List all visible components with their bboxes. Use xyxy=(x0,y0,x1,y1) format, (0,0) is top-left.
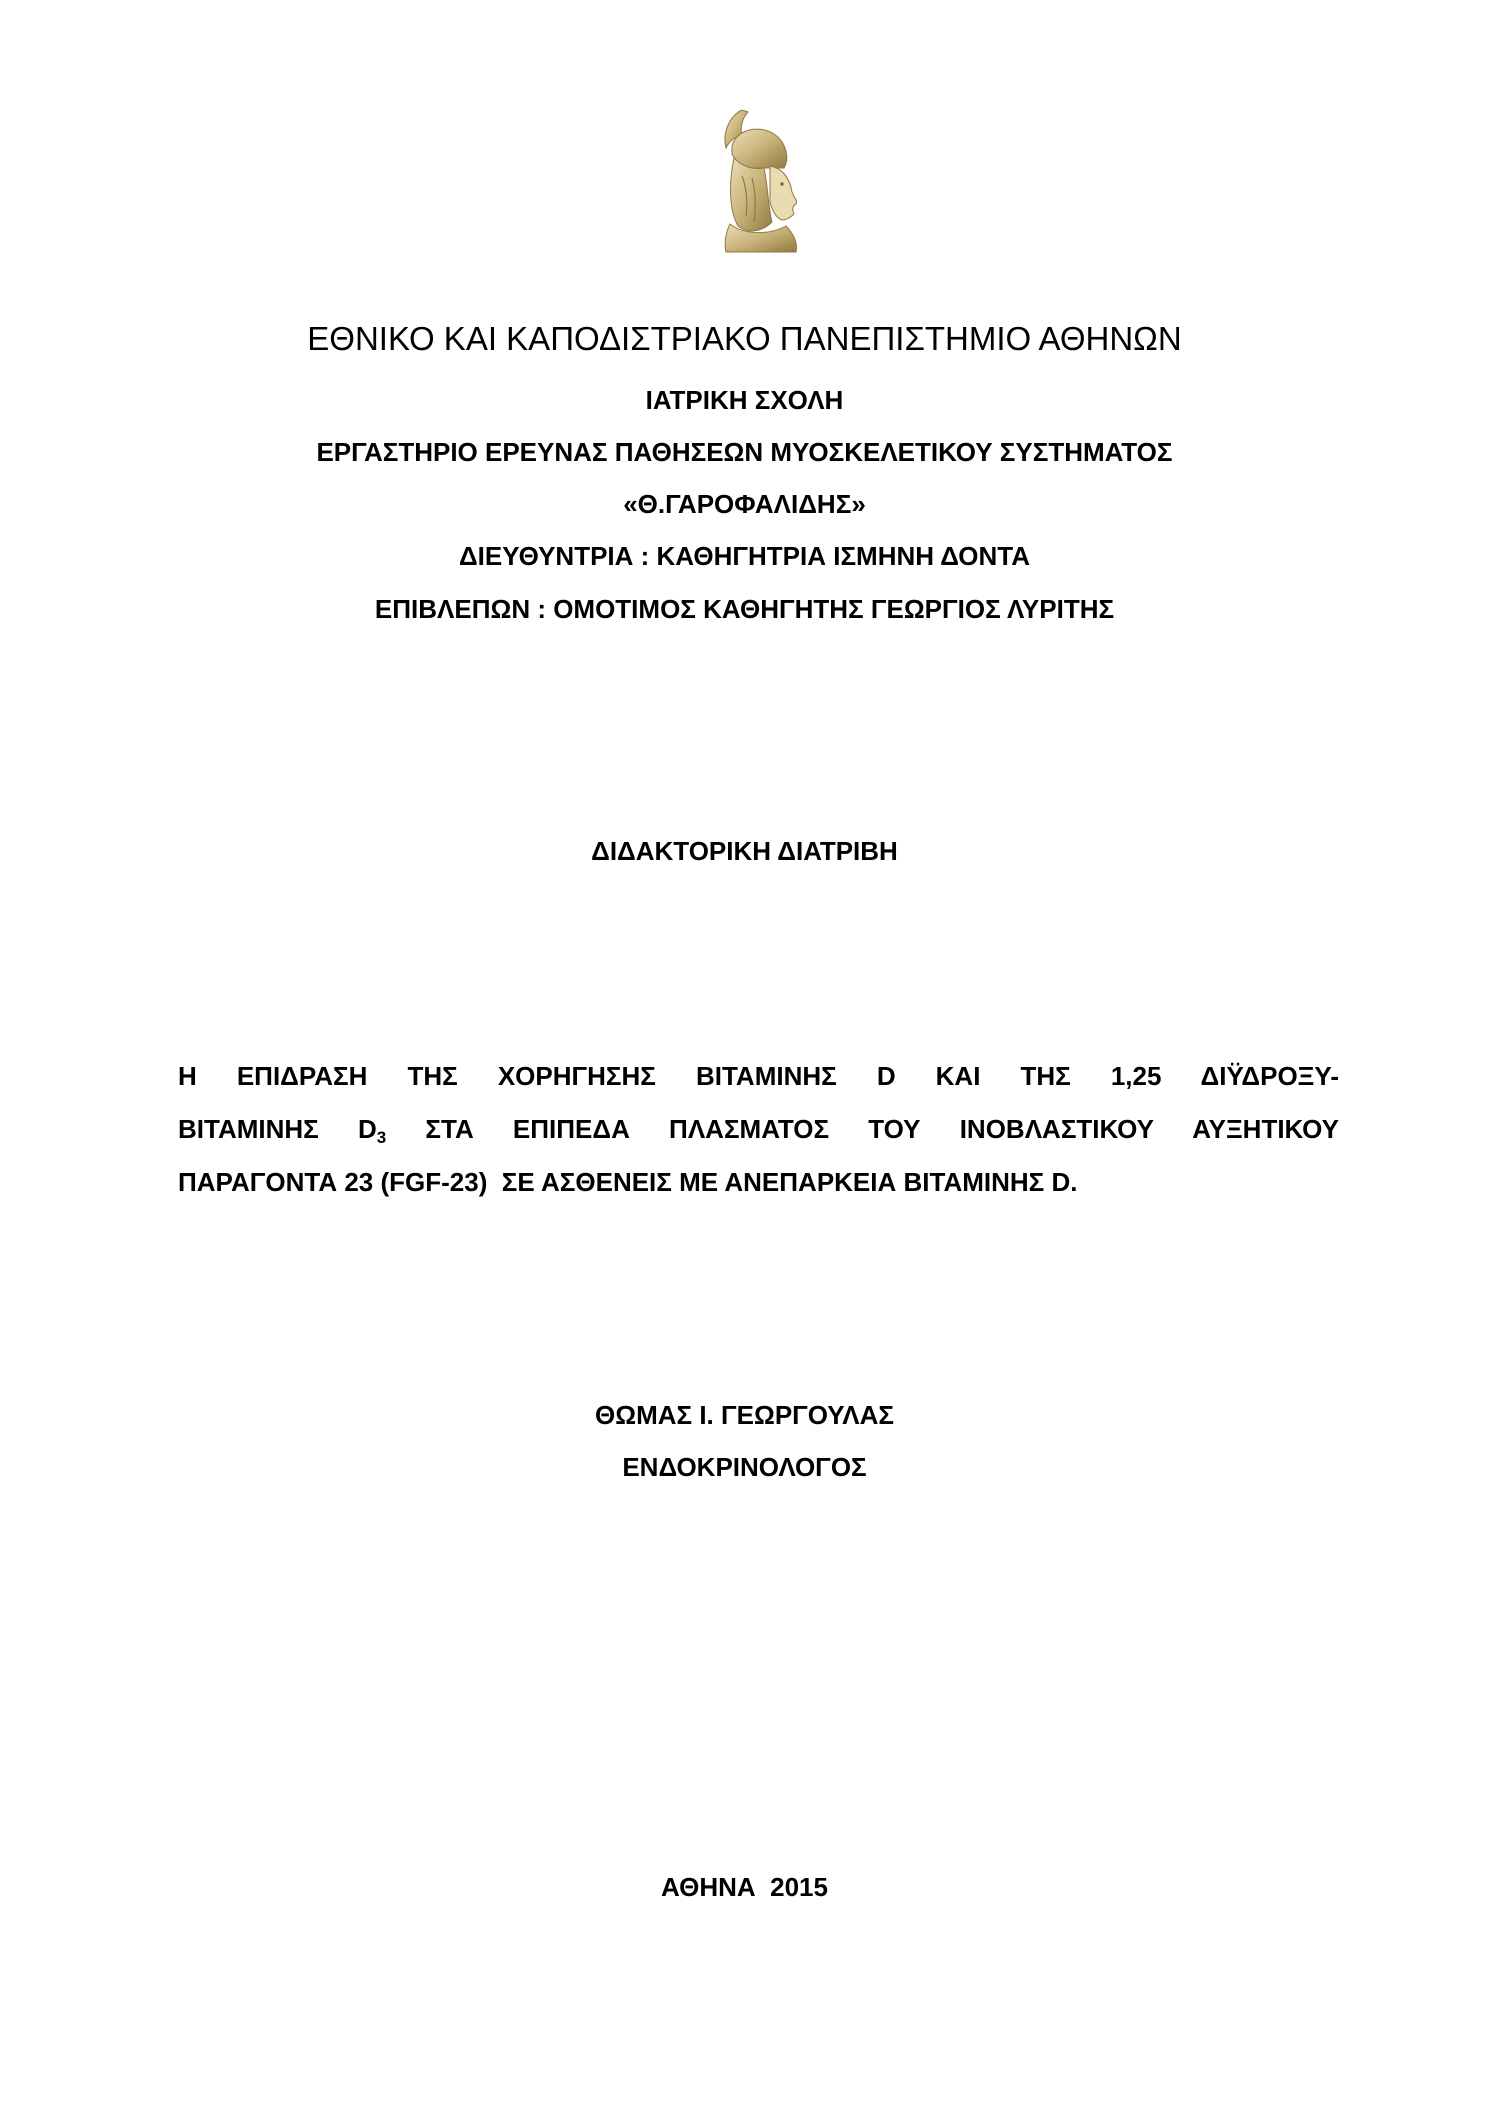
title-word: ΠΛΑΣΜΑΤΟΣ xyxy=(669,1114,830,1144)
title-word-vitamin-d3 xyxy=(178,1114,387,1147)
title-word: ΤΗΣ xyxy=(407,1061,458,1091)
university-seal-athena-logo xyxy=(712,106,808,254)
title-word: 1,25 xyxy=(1110,1061,1162,1091)
supervisor-line: ΕΠΙΒΛΕΠΩΝ : ΟΜΟΤΙΜΟΣ ΚΑΘΗΓΗΤΗΣ ΓΕΩΡΓΙΟΣ ΛΥΡΙΤΗΣ xyxy=(374,594,1115,624)
athena-head-icon xyxy=(712,106,808,254)
title-line-3: ΠΑΡΑΓΟΝΤΑ 23 (FGF-23) ΣΕ ΑΣΘΕΝΕΙΣ ΜΕ ΑΝΕΠΑΡΚΕΙΑ ΒΙΤΑΜΙΝΗΣ D. xyxy=(178,1167,1078,1197)
title-word: ΣΤΑ xyxy=(425,1114,474,1144)
thesis-title xyxy=(178,1050,1339,1209)
title-word: D xyxy=(876,1061,896,1091)
title-line-2 xyxy=(178,1103,1339,1156)
title-word: ΔΙΫΔΡΟΞΥ- xyxy=(1200,1061,1339,1091)
title-word: ΧΟΡΗΓΗΣΗΣ xyxy=(497,1061,656,1091)
school-name: ΙΑΤΡΙΚΗ ΣΧΟΛΗ xyxy=(645,385,844,415)
title-word: ΤΟΥ xyxy=(868,1114,921,1144)
laboratory-name: ΕΡΓΑΣΤΗΡΙΟ ΕΡΕΥΝΑΣ ΠΑΘΗΣΕΩΝ ΜΥΟΣΚΕΛΕΤΙΚΟΥ ΣΥΣΤΗΜΑΤΟΣ xyxy=(316,437,1173,467)
author-name: ΘΩΜΑΣ Ι. ΓΕΩΡΓΟΥΛΑΣ xyxy=(595,1400,894,1430)
title-word: ΒΙΤΑΜΙΝΗΣ xyxy=(695,1061,837,1091)
place-and-year: ΑΘΗΝΑ 2015 xyxy=(661,1872,828,1902)
thesis-type: ΔΙΔΑΚΤΟΡΙΚΗ ΔΙΑΤΡΙΒΗ xyxy=(591,836,898,866)
title-word: ΙΝΟΒΛΑΣΤΙΚΟΥ xyxy=(959,1114,1154,1144)
author-specialty: ΕΝΔΟΚΡΙΝΟΛΟΓΟΣ xyxy=(622,1452,867,1482)
title-word: ΒΙΤΑΜΙΝΗΣ D xyxy=(178,1114,377,1144)
title-word: ΑΥΞΗΤΙΚΟΥ xyxy=(1192,1114,1339,1144)
university-name: ΕΘΝΙΚΟ ΚΑΙ ΚΑΠΟΔΙΣΤΡΙΑΚΟ ΠΑΝΕΠΙΣΤΗΜΙΟ ΑΘΗΝΩΝ xyxy=(307,320,1182,357)
laboratory-eponym: «Θ.ΓΑΡΟΦΑΛΙΔΗΣ» xyxy=(623,489,866,519)
title-word: Η xyxy=(178,1061,197,1091)
subscript-3: 3 xyxy=(376,1128,387,1147)
title-word: ΕΠΙΔΡΑΣΗ xyxy=(236,1061,368,1091)
director-line: ΔΙΕΥΘΥΝΤΡΙΑ : ΚΑΘΗΓΗΤΡΙΑ ΙΣΜΗΝΗ ΔΟΝΤΑ xyxy=(458,541,1031,571)
title-word: ΚΑΙ xyxy=(935,1061,981,1091)
title-word: ΤΗΣ xyxy=(1020,1061,1071,1091)
title-word: ΕΠΙΠΕΔΑ xyxy=(512,1114,630,1144)
title-line-1 xyxy=(178,1050,1339,1103)
